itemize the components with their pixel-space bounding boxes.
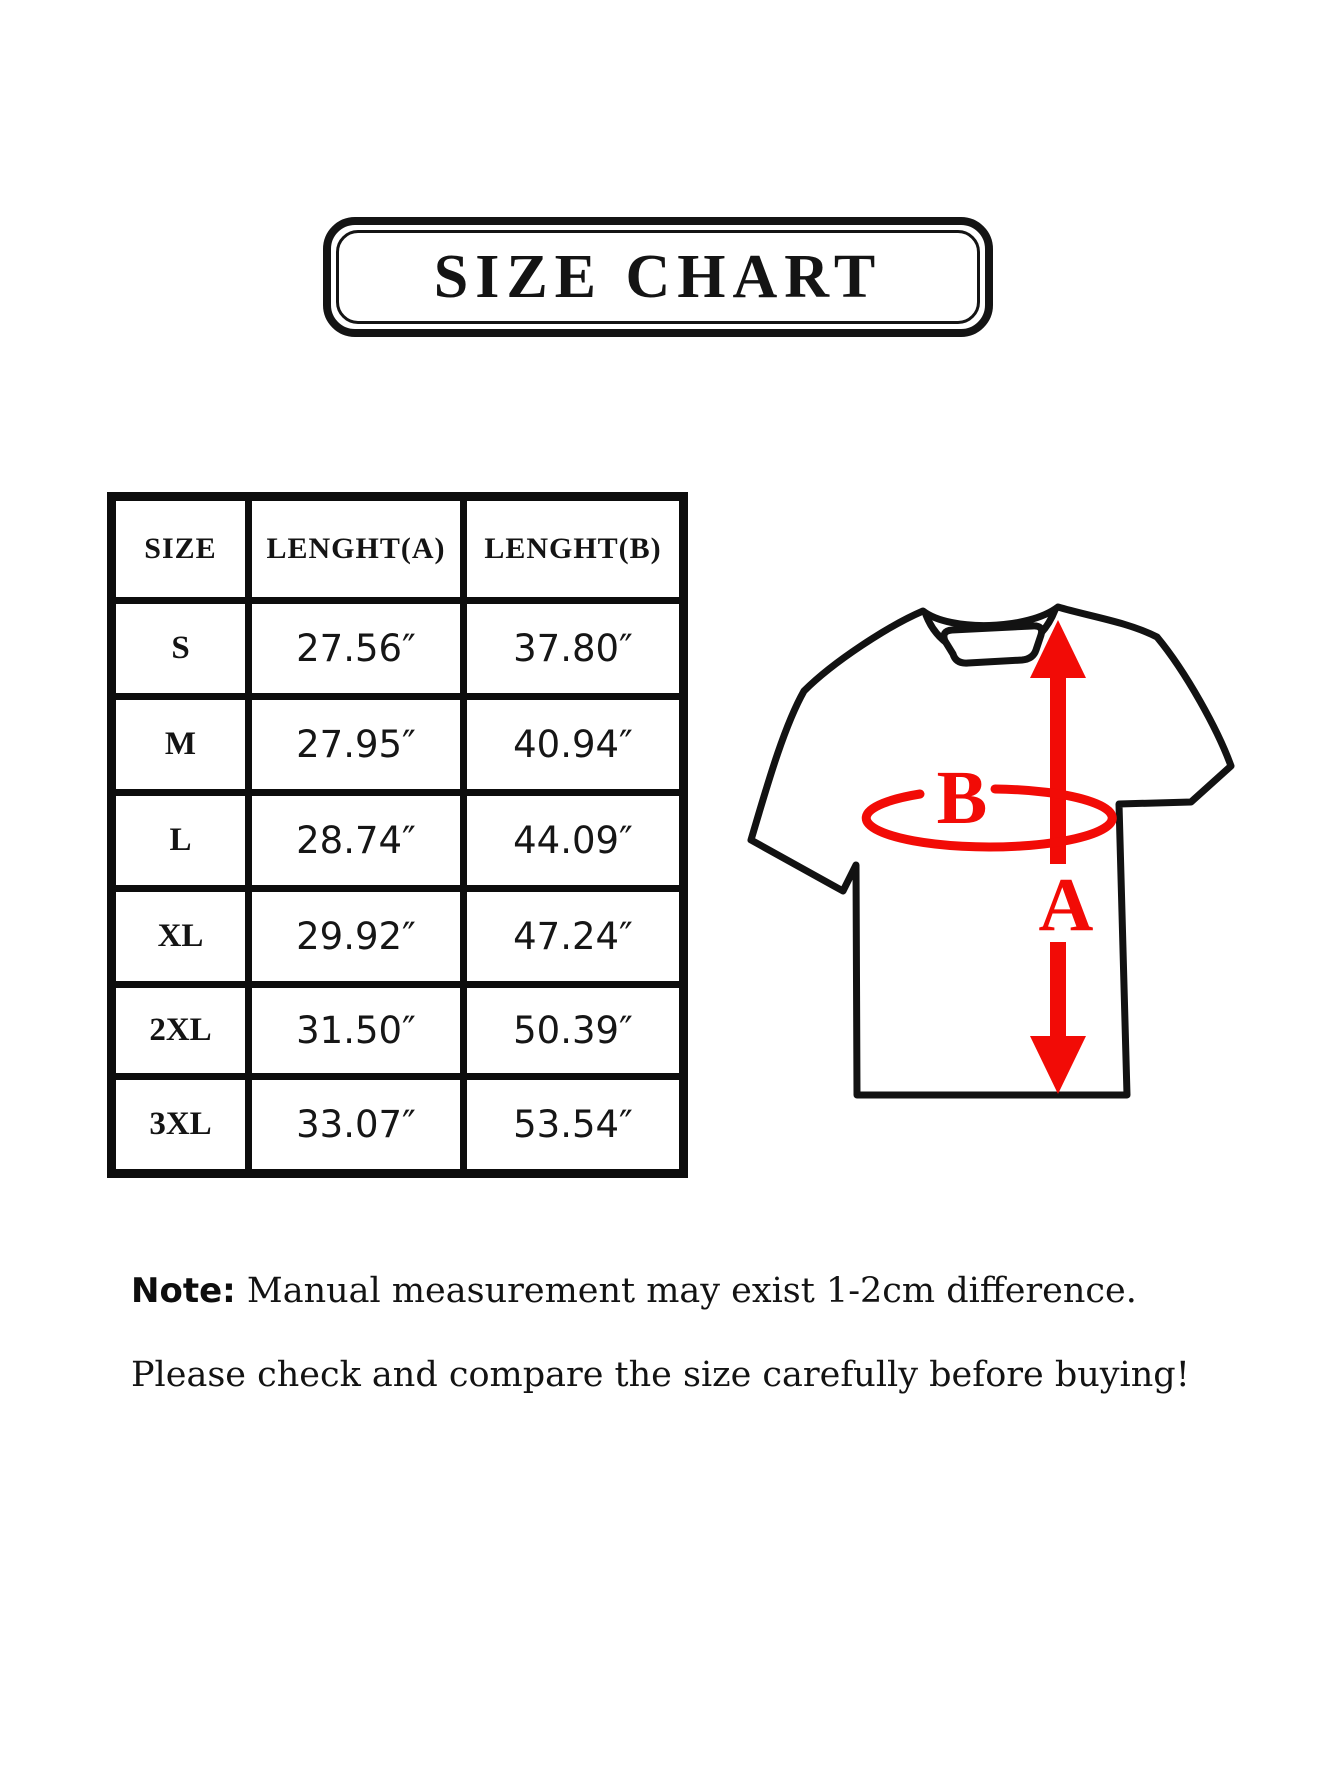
title-box-inner-border (336, 230, 980, 324)
title-box (323, 217, 993, 337)
table-row-s-length-a: 27.56″ (252, 604, 460, 693)
note-line-2: Please check and compare the size carefully before buying! (131, 1355, 1190, 1395)
label-a: A (1038, 863, 1094, 947)
table-row-s-length-b: 37.80″ (467, 604, 679, 693)
table-row-m-size: M (116, 700, 245, 789)
table-row-3xl-length-b: 53.54″ (467, 1080, 679, 1169)
size-table (107, 492, 688, 1178)
note-line-1 (131, 1270, 1251, 1312)
table-row-s-size: S (116, 604, 245, 693)
tshirt-diagram (650, 510, 1340, 1130)
table-header-length-a: LENGHT(A) (252, 501, 460, 597)
table-row-m-length-b: 40.94″ (467, 700, 679, 789)
note (131, 1270, 1251, 1396)
table-row-xl-size: XL (116, 892, 245, 981)
table-row-3xl-length-a: 33.07″ (252, 1080, 460, 1169)
tshirt-svg (650, 510, 1340, 1130)
table-row-2xl-size: 2XL (116, 988, 245, 1073)
note-label: Note: (131, 1271, 236, 1311)
table-row-2xl-length-a: 31.50″ (252, 988, 460, 1073)
table-row-l-length-b: 44.09″ (467, 796, 679, 885)
table-row-l-size: L (116, 796, 245, 885)
arrow-a-shaft-top (1050, 672, 1066, 864)
table-header-length-b: LENGHT(B) (467, 501, 679, 597)
label-b: B (936, 756, 988, 840)
arrow-a-shaft-bottom (1050, 942, 1066, 1040)
table-header-size: SIZE (116, 501, 245, 597)
table-row-xl-length-a: 29.92″ (252, 892, 460, 981)
collar-opening-path (944, 626, 1042, 663)
table-row-l-length-a: 28.74″ (252, 796, 460, 885)
table-row-3xl-size: 3XL (116, 1080, 245, 1169)
table-row-2xl-length-b: 50.39″ (467, 988, 679, 1073)
note-line-1-text: Manual measurement may exist 1-2cm difference. (246, 1271, 1137, 1311)
table-row-xl-length-b: 47.24″ (467, 892, 679, 981)
page-title: SIZE CHART (433, 242, 883, 311)
table-row-m-length-a: 27.95″ (252, 700, 460, 789)
